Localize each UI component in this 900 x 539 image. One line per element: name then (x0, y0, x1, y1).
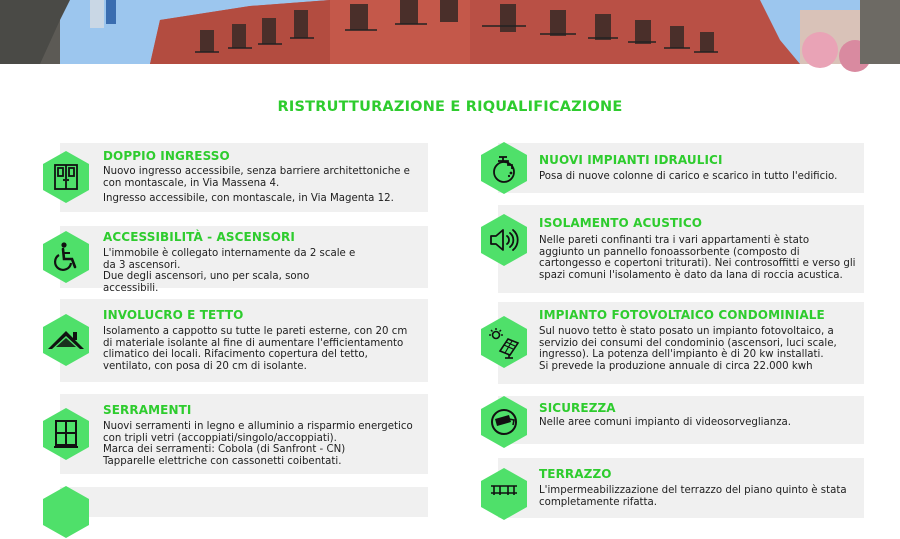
card-text-isolamento-acustico (539, 235, 857, 281)
hex-icon-partial (42, 485, 90, 539)
paragraph: Nuovo ingresso accessibile, senza barriere architettoniche e con montascale, in Via Massena 4. (103, 166, 410, 189)
card-title-impianti-idraulici: NUOVI IMPIANTI IDRAULICI (539, 153, 723, 167)
card-title-isolamento-acustico: ISOLAMENTO ACUSTICO (539, 216, 703, 230)
security-camera-icon (480, 395, 528, 449)
paragraph: Tapparelle elettriche con cassonetti coibentati. (103, 455, 342, 467)
speaker-icon (480, 213, 528, 267)
paragraph: L'immobile è collegato internamente da 2 scale e da 3 ascensori. (103, 248, 356, 271)
paragraph: Si prevede la produzione annuale di circa 22.000 kwh (539, 360, 813, 372)
double-door-icon (42, 150, 90, 204)
card-text-involucro (103, 326, 415, 372)
terrace-icon (480, 467, 528, 521)
paragraph: Due degli ascensori, uno per scala, sono accessibili. (103, 271, 310, 294)
paragraph: Posa di nuove colonne di carico e scarico in tutto l'edificio. (539, 171, 838, 182)
paragraph: Isolamento a cappotto su tutte le pareti esterne, con 20 cm di materiale isolante al fine di aumentare l'efficientamento climatico dei locali. Rifacimento copertura del tetto, ventilato, con posa di 20 cm di isolante. (103, 326, 408, 372)
faucet-icon (480, 141, 528, 195)
roof-icon (42, 313, 90, 367)
paragraph: Marca dei serramenti: Cobola (di Sanfront - CN) (103, 444, 346, 456)
card-impianti-idraulici (498, 143, 864, 193)
card-text-doppio-ingresso (103, 166, 413, 205)
paragraph: Sul nuovo tetto è stato posato un impianto fotovoltaico, a servizio dei consumi del condominio (ascensori, luci scale, ingresso). La potenza dell'impianto è di 20 kw installati. (539, 326, 837, 361)
card-text-terrazzo (539, 485, 855, 508)
card-title-accessibilita: ACCESSIBILITÀ - ASCENSORI (103, 230, 295, 244)
hero-photo (0, 0, 900, 64)
card-title-sicurezza: SICUREZZA (539, 401, 616, 415)
card-title-fotovoltaico: IMPIANTO FOTOVOLTAICO CONDOMINIALE (539, 308, 825, 322)
card-title-doppio-ingresso: DOPPIO INGRESSO (103, 149, 230, 163)
solar-panel-icon (480, 315, 528, 369)
paragraph: Nuovi serramenti in legno e alluminio a risparmio energetico con tripli vetri (accoppiati/singolo/accoppiati). (103, 421, 413, 444)
card-title-serramenti: SERRAMENTI (103, 403, 192, 417)
card-text-sicurezza (539, 417, 855, 429)
card-title-involucro: INVOLUCRO E TETTO (103, 308, 244, 322)
paragraph: Nelle pareti confinanti tra i vari appartamenti è stato aggiunto un pannello fonoassorbente (composto di cartongesso e copertoni triturati). Nei controsoffitti e verso gli spazi comuni l'isolamento è dato da lana di roccia acustica. (539, 235, 856, 281)
card-title-terrazzo: TERRAZZO (539, 467, 612, 481)
paragraph: Nelle aree comuni impianto di videosorveglianza. (539, 417, 792, 428)
window-icon (42, 407, 90, 461)
page-title: RISTRUTTURAZIONE E RIQUALIFICAZIONE (277, 99, 623, 115)
paragraph: Ingresso accessibile, con montascale, in Via Magenta 12. (103, 193, 394, 205)
paragraph: L'impermeabilizzazione del terrazzo del piano quinto è stata completamente rifatta. (539, 485, 847, 508)
card-text-impianti-idraulici (539, 171, 854, 183)
card-text-fotovoltaico (539, 326, 855, 372)
card-text-accessibilita (103, 248, 363, 294)
card-text-serramenti (103, 421, 415, 467)
wheelchair-icon (42, 230, 90, 284)
card-left-partial (60, 487, 428, 517)
